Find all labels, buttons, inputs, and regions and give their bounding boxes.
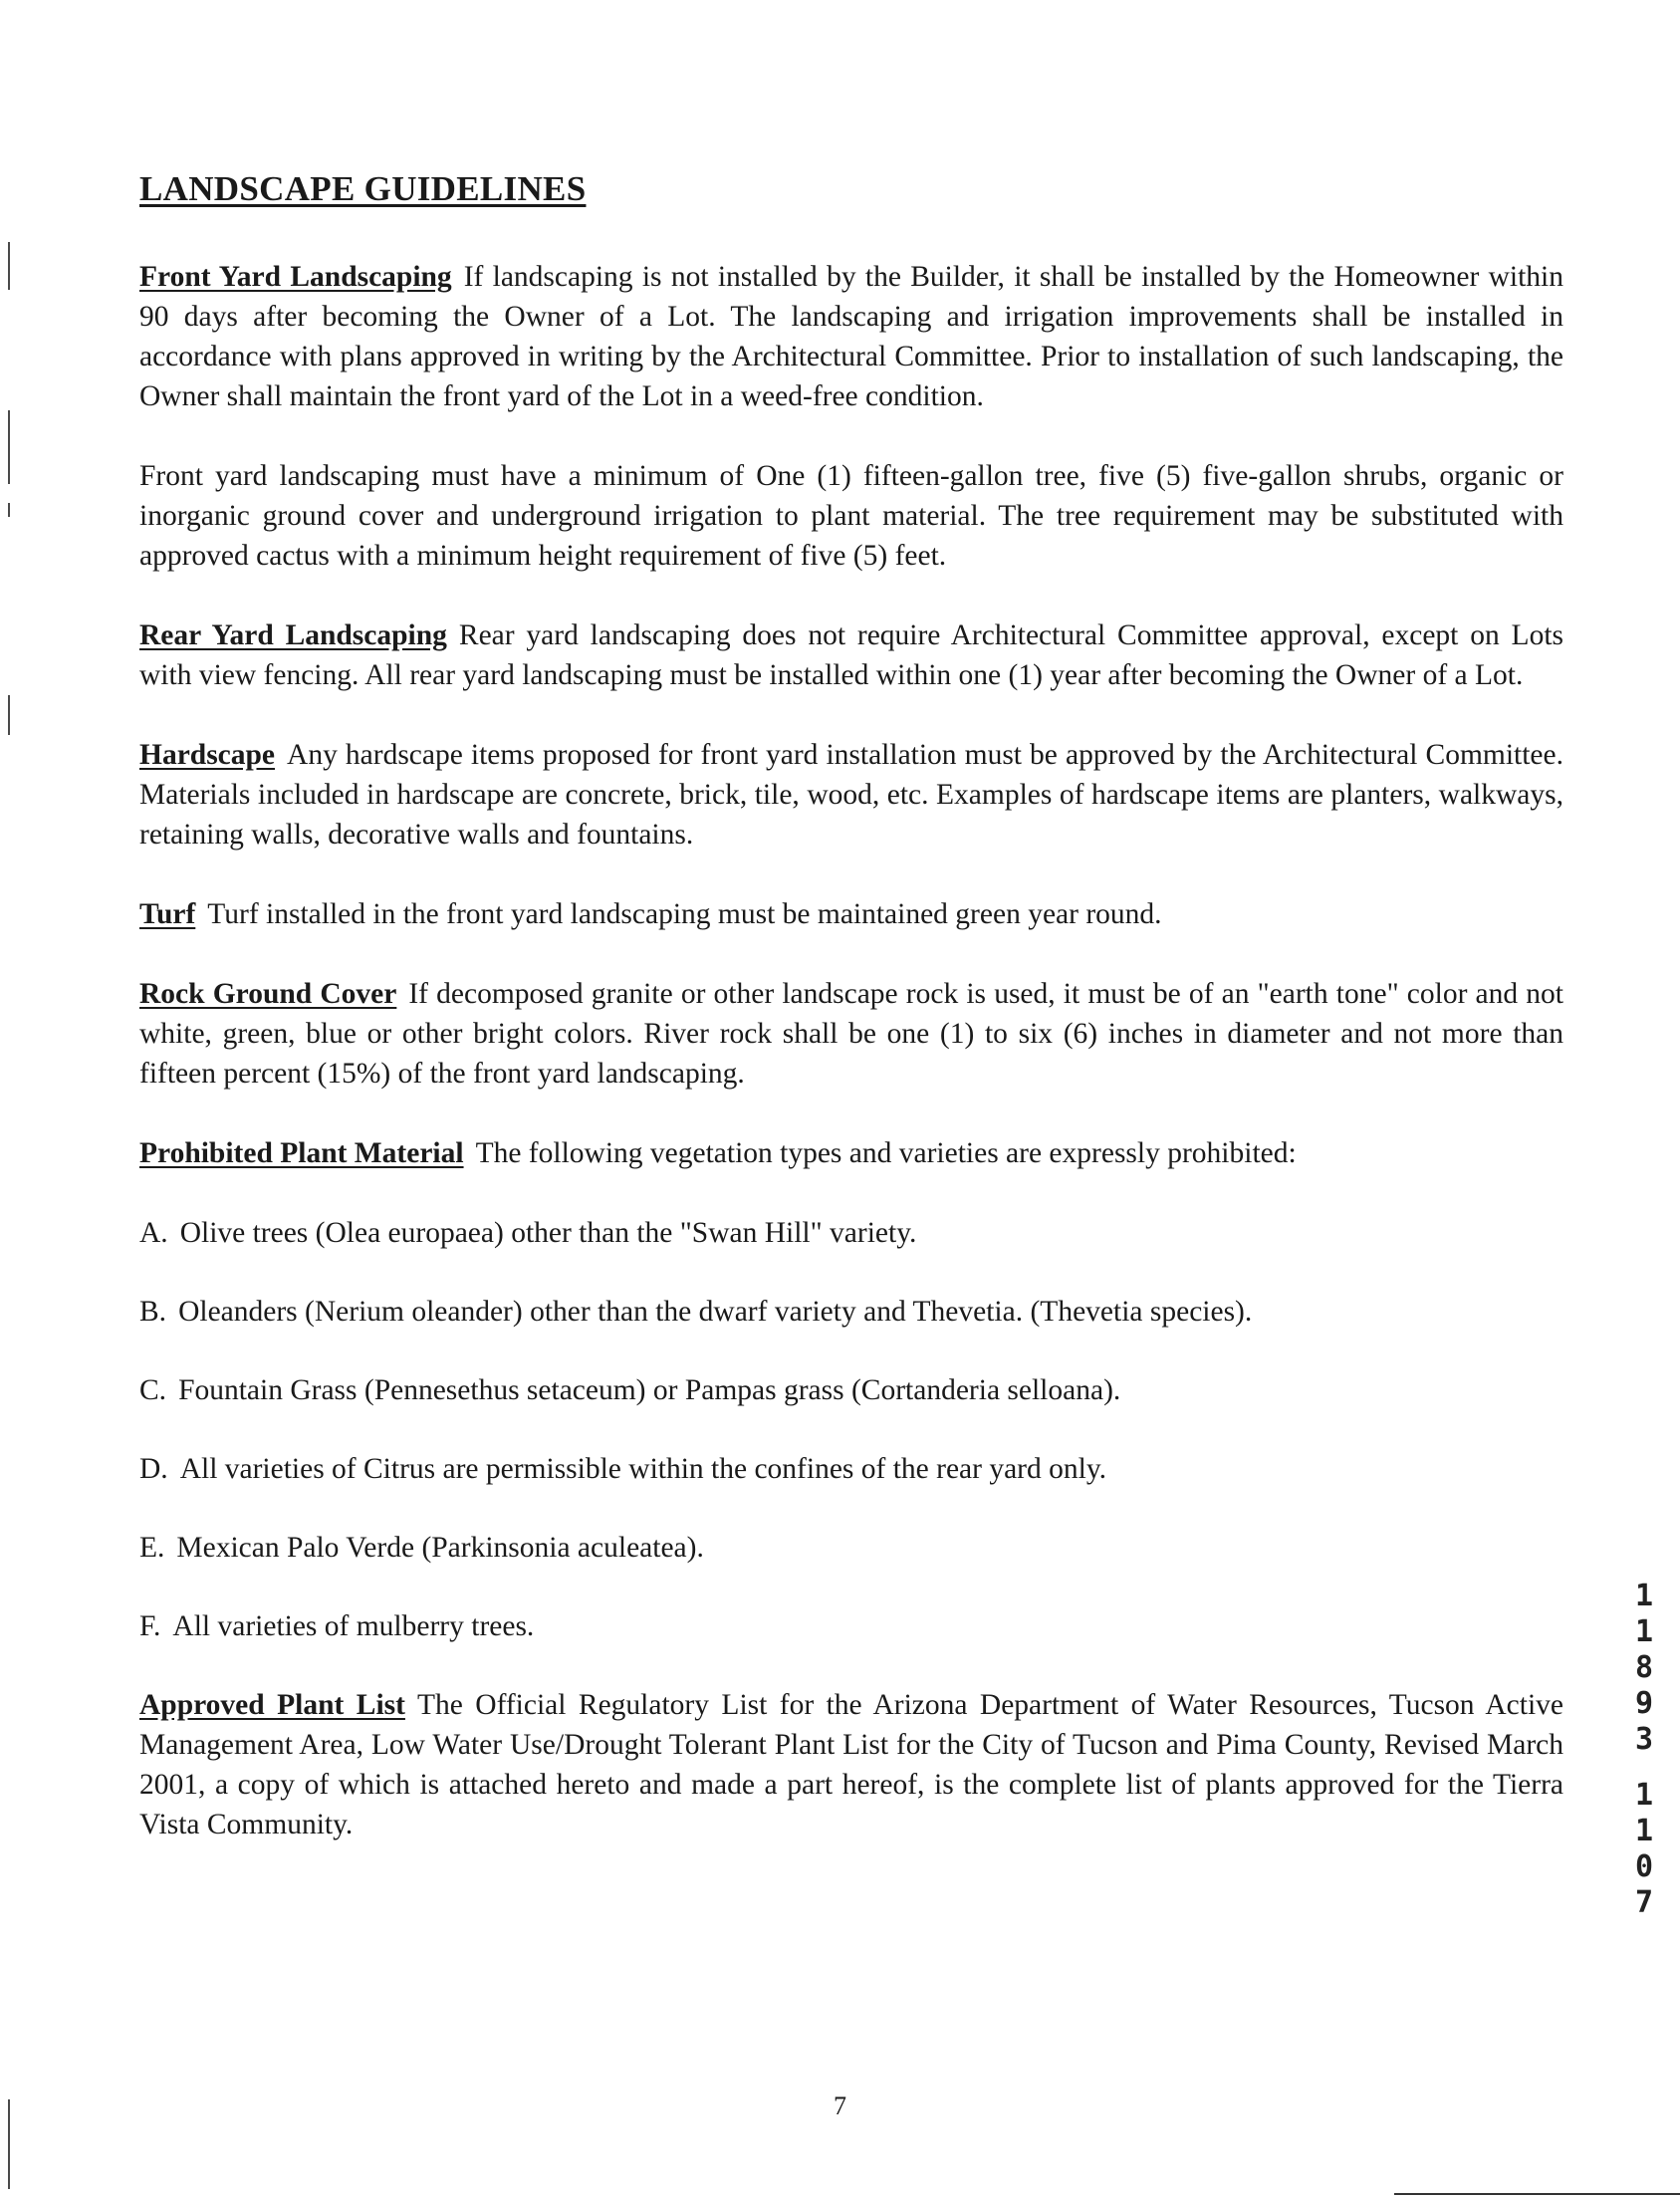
section-text: Front yard landscaping must have a minimum of One (1) fifteen-gallon tree, five (5) five-gallon shrubs, organic or inorganic ground cover and underground irrigation to plant material. The tree requirement may be substituted with approved cactus with a minimum height requirement of five (5) feet. — [139, 460, 1563, 572]
list-letter: B. — [139, 1296, 167, 1328]
section-rear-yard — [139, 615, 1563, 695]
section-text: The following vegetation types and varieties are expressly prohibited: — [475, 1137, 1297, 1169]
section-turf — [139, 894, 1563, 934]
list-text: Olive trees (Olea europaea) other than the "Swan Hill" variety. — [179, 1217, 917, 1249]
list-letter: D. — [139, 1453, 168, 1485]
list-item — [139, 1449, 1563, 1489]
list-letter: F. — [139, 1610, 161, 1642]
stamp-digit: 9 — [1634, 1686, 1654, 1721]
section-heading: Rock Ground Cover — [139, 978, 397, 1010]
margin-mark — [8, 695, 10, 735]
section-text: Any hardscape items proposed for front yard installation must be approved by the Architectural Committee. Materials included in hardscape are concrete, brick, tile, wood, etc. Examples of hardscape items are planters, walkways, retaining walls, decorative walls and fountains. — [139, 739, 1563, 851]
list-item — [139, 1606, 1563, 1646]
list-item — [139, 1370, 1563, 1410]
section-heading: Turf — [139, 898, 196, 930]
stamp-digit: 1 — [1634, 1579, 1654, 1613]
recording-stamp-upper — [1629, 1579, 1659, 1758]
section-text: The Official Regulatory List for the Arizona Department of Water Resources, Tucson Active Management Area, Low Water Use/Drought Tolerant Plant List for the City of Tucson and Pima County, Revised March 2001, a copy of which is attached hereto and made a part hereof, is the complete list of plants approved for the Tierra Vista Community. — [139, 1689, 1564, 1840]
margin-mark — [8, 410, 10, 484]
section-approved-plant-list — [139, 1685, 1563, 1844]
page-number: 7 — [834, 2091, 846, 2120]
list-text: Mexican Palo Verde (Parkinsonia aculeatea). — [176, 1532, 704, 1564]
stamp-digit: 1 — [1634, 1614, 1654, 1649]
document-page — [139, 169, 1563, 1844]
stamp-digit: 0 — [1634, 1849, 1654, 1884]
section-prohibited-plants — [139, 1133, 1563, 1173]
stamp-digit: 7 — [1634, 1885, 1654, 1920]
section-text: If landscaping is not installed by the Builder, it shall be installed by the Homeowner within 90 days after becoming the Owner of a Lot. The landscaping and irrigation improvements shall be installed in accordance with plans approved in writing by the Architectural Committee. Prior to installation of such landscaping, the Owner shall maintain the front yard of the Lot in a weed-free condition. — [139, 261, 1563, 412]
section-rock-ground-cover — [139, 974, 1563, 1094]
stamp-digit: 3 — [1634, 1722, 1654, 1757]
list-item — [139, 1292, 1563, 1332]
stamp-digit: 8 — [1634, 1650, 1654, 1685]
recording-stamp-lower — [1629, 1778, 1659, 1921]
list-item — [139, 1213, 1563, 1253]
section-hardscape — [139, 735, 1563, 855]
section-text: Rear yard landscaping does not require Architectural Committee approval, except on Lots with view fencing. All rear yard landscaping must be installed within one (1) year after becoming the Owner of a Lot. — [139, 619, 1563, 691]
section-heading: Front Yard Landscaping — [139, 261, 452, 293]
margin-mark — [8, 503, 10, 517]
list-item — [139, 1528, 1563, 1568]
section-heading: Prohibited Plant Material — [139, 1137, 464, 1169]
section-front-yard — [139, 257, 1563, 416]
section-text: If decomposed granite or other landscape rock is used, it must be of an "earth tone" color and not white, green, blue or other bright colors. River rock shall be one (1) to six (6) inches in diameter and not more than fifteen percent (15%) of the front yard landscaping. — [139, 978, 1563, 1090]
list-letter: E. — [139, 1532, 165, 1564]
list-letter: C. — [139, 1374, 167, 1406]
stamp-digit: 1 — [1634, 1814, 1654, 1848]
list-text: Fountain Grass (Pennesethus setaceum) or Pampas grass (Cortanderia selloana). — [178, 1374, 1121, 1406]
section-heading: Rear Yard Landscaping — [139, 619, 447, 651]
list-letter: A. — [139, 1217, 168, 1249]
section-heading: Hardscape — [139, 739, 276, 771]
bottom-rule — [1394, 2193, 1680, 2195]
page-title: LANDSCAPE GUIDELINES — [139, 169, 587, 208]
margin-mark — [8, 242, 10, 290]
section-text: Turf installed in the front yard landscaping must be maintained green year round. — [207, 898, 1162, 930]
section-heading: Approved Plant List — [139, 1689, 405, 1721]
stamp-digit: 1 — [1634, 1778, 1654, 1813]
section-front-yard-minimum — [139, 456, 1563, 576]
list-text: Oleanders (Nerium oleander) other than the dwarf variety and Thevetia. (Thevetia species). — [178, 1296, 1253, 1328]
list-text: All varieties of mulberry trees. — [172, 1610, 535, 1642]
list-text: All varieties of Citrus are permissible within the confines of the rear yard only. — [179, 1453, 1107, 1485]
